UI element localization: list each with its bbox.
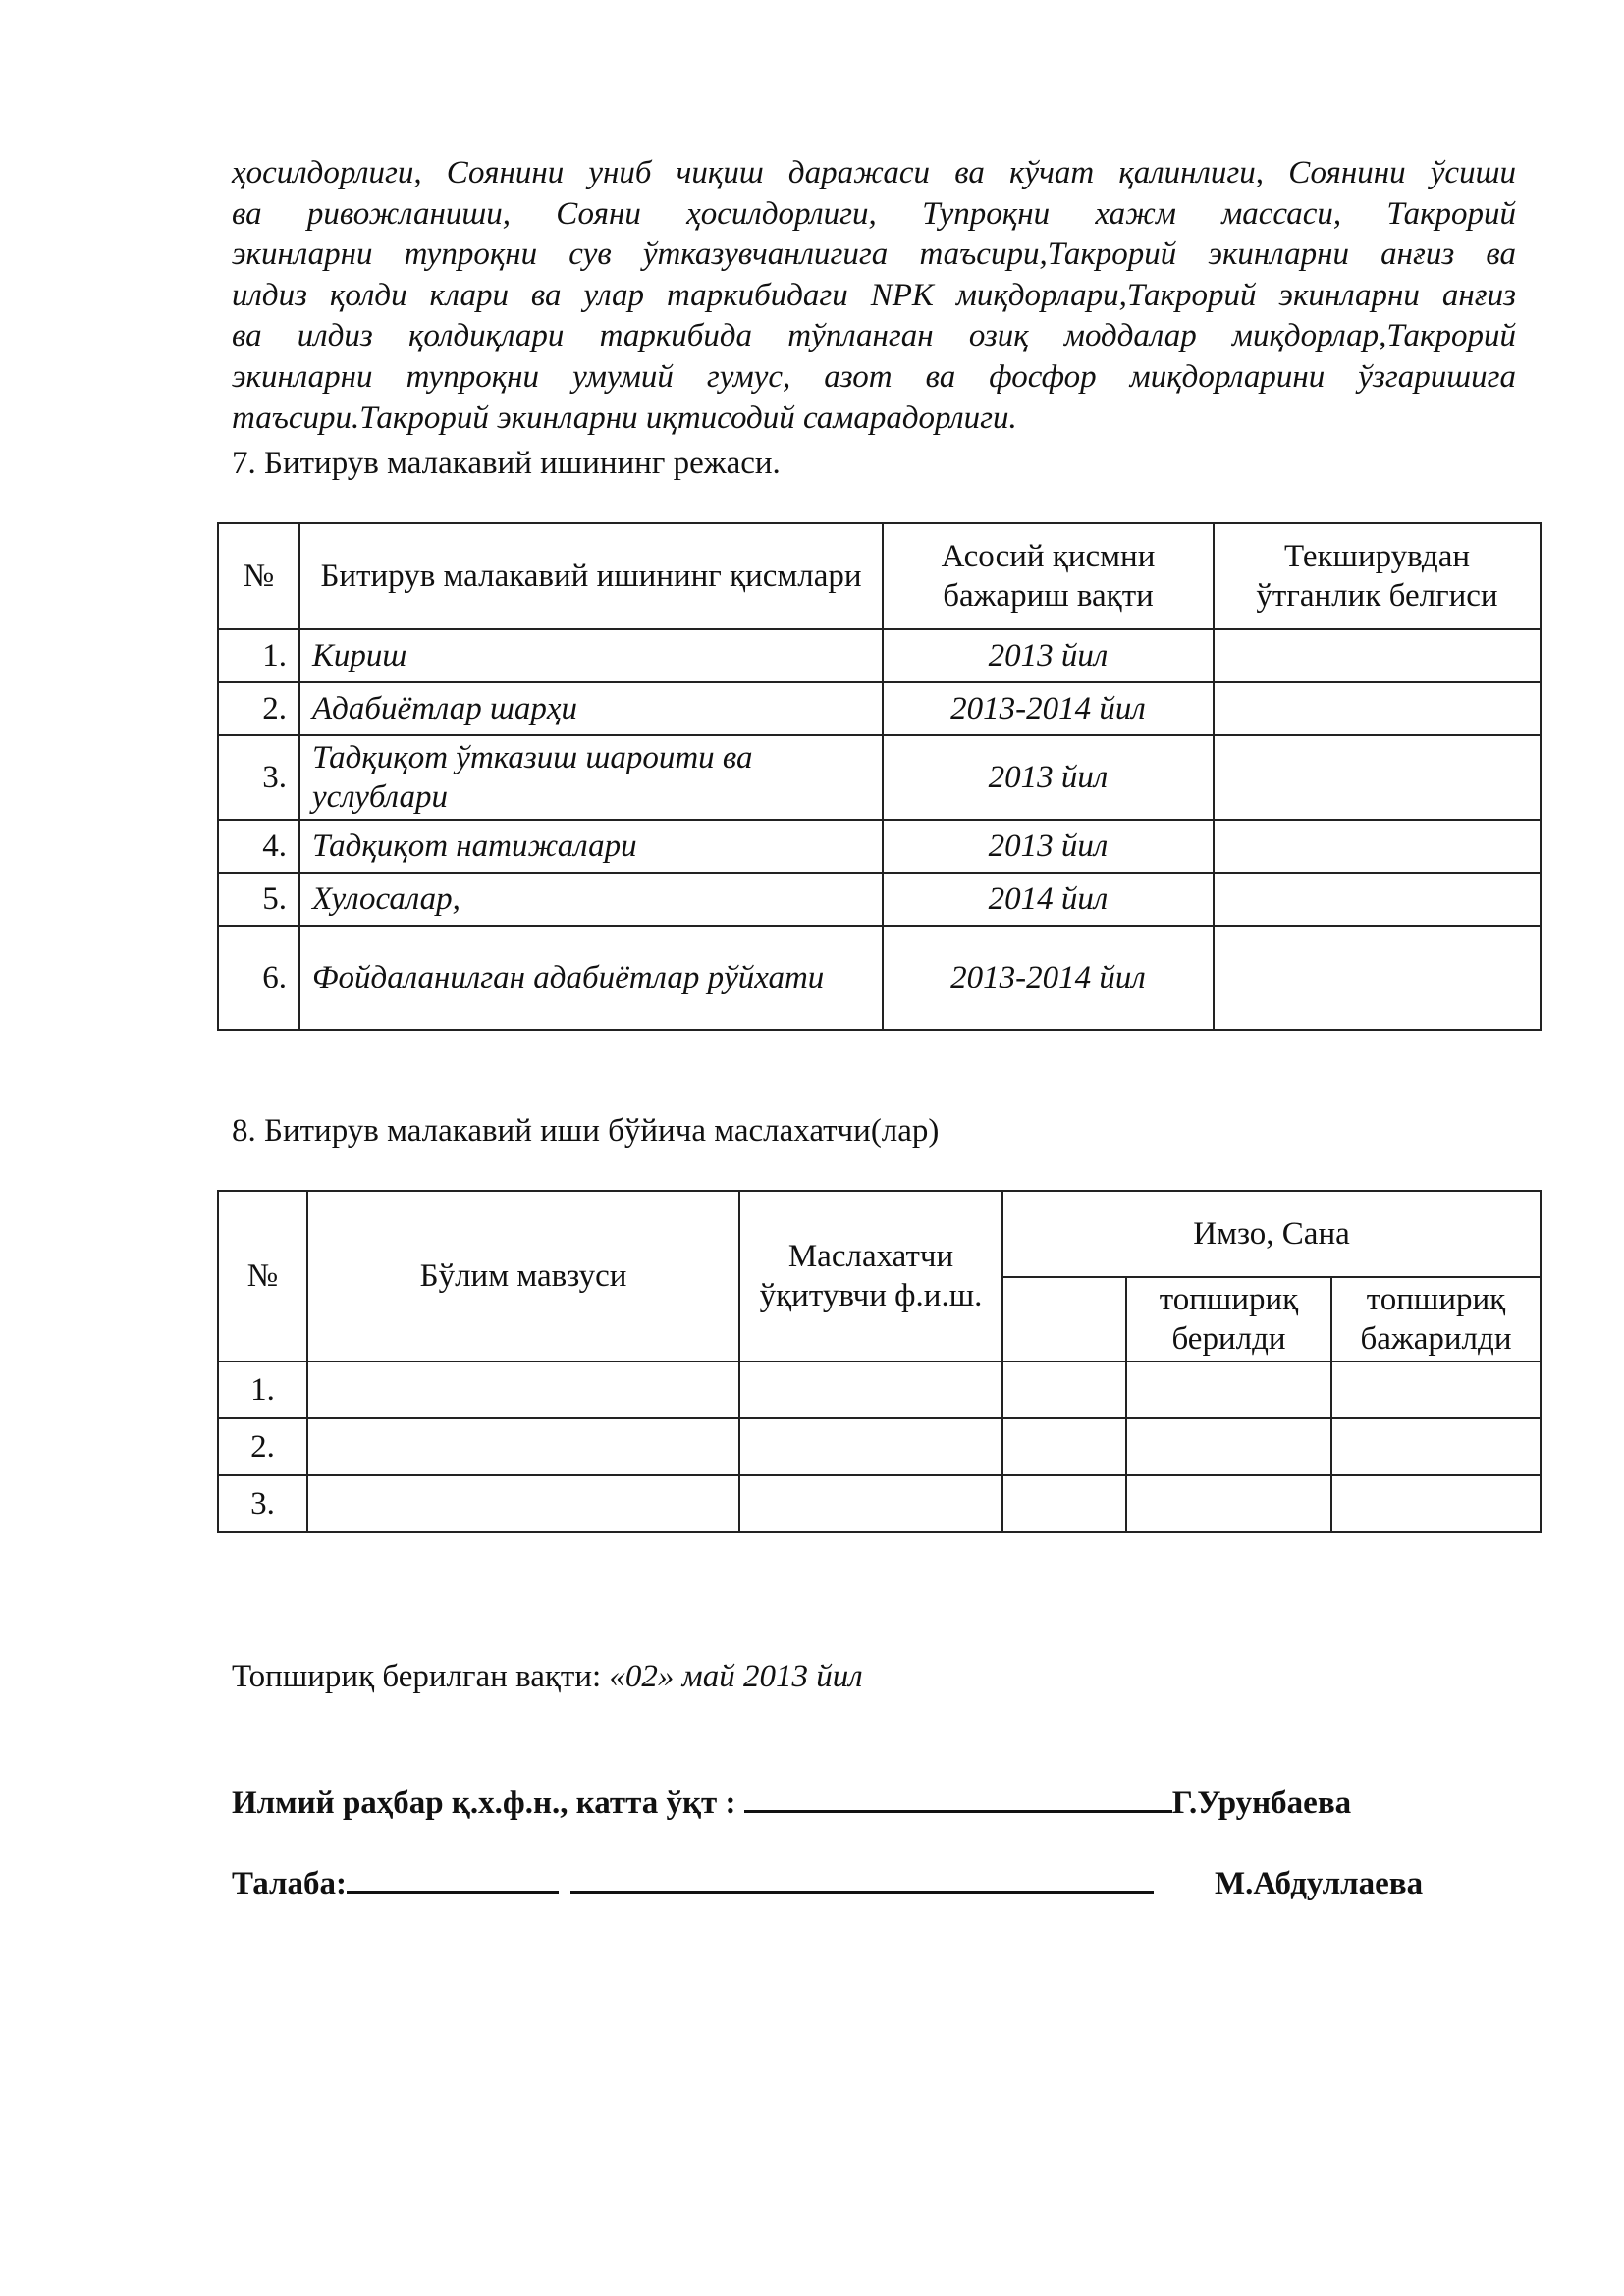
row-time: 2013-2014 йил	[883, 926, 1214, 1030]
section7-title: 7. Битирув малакавий ишининг режаси.	[232, 446, 781, 481]
row-blank	[1002, 1475, 1126, 1532]
row-number: 4.	[218, 820, 299, 873]
row-mark	[1214, 629, 1541, 682]
row-number: 1.	[218, 629, 299, 682]
plan-table	[217, 522, 1542, 1031]
table-row	[218, 682, 1541, 735]
student-name: М.Абдуллаева	[1214, 1866, 1424, 1901]
row-topic	[307, 1475, 739, 1532]
row-mark	[1214, 735, 1541, 820]
row-part: Фойдаланилган адабиётлар рўйхати	[299, 926, 883, 1030]
intro-line: ва илдиз қолдиқлари таркибида тўпланган озиқ моддалар миқдорлар,Такрорий	[232, 318, 1516, 354]
row-blank	[1002, 1418, 1126, 1475]
row-part: Тадқиқот ўтказиш шароити ва услублари	[299, 735, 883, 820]
row-topic	[307, 1418, 739, 1475]
supervisor-label: Илмий раҳбар қ.х.ф.н., катта ўқт :	[232, 1786, 744, 1821]
table-row	[218, 1362, 1541, 1418]
row-number: 6.	[218, 926, 299, 1030]
row-task-done	[1331, 1418, 1541, 1475]
row-mark	[1214, 926, 1541, 1030]
plan-header-row	[218, 523, 1541, 629]
header-sign-date: Имзо, Сана	[1002, 1191, 1541, 1277]
row-task-done	[1331, 1475, 1541, 1532]
row-number: 2.	[218, 682, 299, 735]
header-number: №	[218, 523, 299, 629]
row-consultant	[739, 1362, 1002, 1418]
row-task-done	[1331, 1362, 1541, 1418]
row-time: 2013 йил	[883, 629, 1214, 682]
table-row	[218, 926, 1541, 1030]
header-parts: Битирув малакавий ишининг қисмлари	[299, 523, 883, 629]
header-time: Асосий қисмни бажариш вақти	[883, 523, 1214, 629]
signature-blank	[744, 1781, 1172, 1813]
row-blank	[1002, 1362, 1126, 1418]
row-task-given	[1126, 1475, 1331, 1532]
table-row	[218, 1418, 1541, 1475]
intro-line: ҳосилдорлиги, Соянини униб чиқиш даражаси ва кўчат қалинлиги, Соянини ўсиши	[232, 155, 1516, 190]
signature-blank	[347, 1861, 559, 1894]
intro-line: экинларни тупроқни сув ўтказувчанлигига таъсири,Такрорий экинларни анғиз ва	[232, 237, 1516, 273]
intro-line: ва ривожланиши, Сояни ҳосилдорлиги, Тупроқни хажм массаси, Такрорий	[232, 195, 1516, 232]
row-task-given	[1126, 1362, 1331, 1418]
table-row	[218, 820, 1541, 873]
header-consultant: Маслахатчи ўқитувчи ф.и.ш.	[739, 1191, 1002, 1362]
row-mark	[1214, 873, 1541, 926]
date-label: Топшириқ берилган вақти:	[232, 1659, 610, 1694]
section8-title: 8. Битирув малакавий иши бўйича маслахатчи(лар)	[232, 1113, 940, 1148]
task-issued-date	[232, 1657, 863, 1696]
table-row	[218, 735, 1541, 820]
header-task-done: топшириқ бажарилди	[1331, 1277, 1541, 1362]
row-part: Хулосалар,	[299, 873, 883, 926]
student-label: Талаба:	[232, 1866, 347, 1901]
supervisor-name: Г.Урунбаева	[1171, 1786, 1352, 1821]
header-number: №	[218, 1191, 307, 1362]
row-consultant	[739, 1418, 1002, 1475]
consultants-table	[217, 1190, 1542, 1533]
signature-blank	[570, 1861, 1154, 1894]
row-task-given	[1126, 1418, 1331, 1475]
row-time: 2013 йил	[883, 820, 1214, 873]
row-number: 3.	[218, 735, 299, 820]
row-time: 2013-2014 йил	[883, 682, 1214, 735]
row-time: 2014 йил	[883, 873, 1214, 926]
table-row	[218, 1475, 1541, 1532]
date-value: «02» май 2013 йил	[609, 1659, 863, 1694]
row-mark	[1214, 682, 1541, 735]
row-number: 3.	[218, 1475, 307, 1532]
table-row	[218, 873, 1541, 926]
student-signature-line	[232, 1861, 1423, 1903]
intro-line: таъсири.Такрорий экинларни иқтисодий самарадорлиги.	[232, 400, 1017, 436]
row-time: 2013 йил	[883, 735, 1214, 820]
row-consultant	[739, 1475, 1002, 1532]
row-part: Адабиётлар шарҳи	[299, 682, 883, 735]
row-part: Кириш	[299, 629, 883, 682]
intro-paragraph	[232, 153, 1516, 439]
row-mark	[1214, 820, 1541, 873]
header-task-given: топшириқ берилди	[1126, 1277, 1331, 1362]
subheader-blank	[1002, 1277, 1126, 1362]
table-row	[218, 629, 1541, 682]
supervisor-signature-line	[232, 1781, 1351, 1823]
consult-header-row	[218, 1191, 1541, 1277]
intro-line: илдиз қолди клари ва улар таркибидаги NPK миқдорлари,Такрорий экинларни анғиз	[232, 277, 1516, 313]
header-check-mark: Текширувдан ўтганлик белгиси	[1214, 523, 1541, 629]
row-number: 2.	[218, 1418, 307, 1475]
row-number: 5.	[218, 873, 299, 926]
header-topic: Бўлим мавзуси	[307, 1191, 739, 1362]
row-topic	[307, 1362, 739, 1418]
row-part: Тадқиқот натижалари	[299, 820, 883, 873]
intro-line: экинларни тупроқни умумий гумус, азот ва фосфор миқдорларини ўзгаришига	[232, 358, 1516, 395]
row-number: 1.	[218, 1362, 307, 1418]
